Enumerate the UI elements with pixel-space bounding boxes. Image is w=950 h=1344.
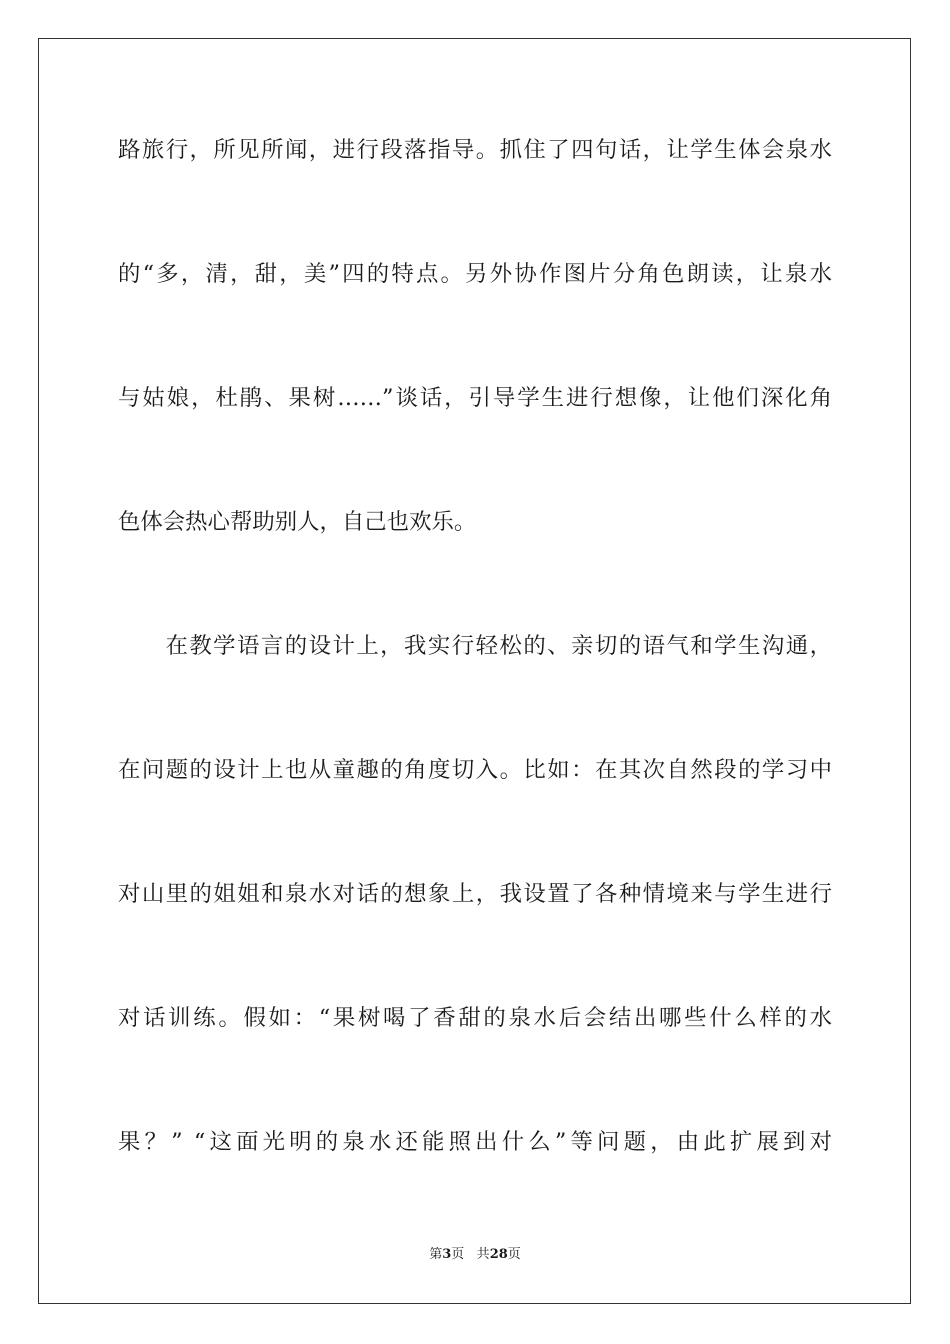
- paragraph-line-9: 果？” “这面光明的泉水还能照出什么”等问题，由此扩展到对: [118, 1129, 832, 1155]
- page-footer: [0, 1245, 950, 1265]
- footer-page-prefix: 第: [429, 1247, 443, 1262]
- paragraph-line-6: 在问题的设计上也从童趣的角度切入。比如：在其次自然段的学习中: [118, 757, 832, 783]
- page-border: [38, 38, 911, 1304]
- paragraph-line-4: 色体会热心帮助别人，自己也欢乐。: [118, 509, 477, 535]
- paragraph-line-7: 对山里的姐姐和泉水对话的想象上，我设置了各种情境来与学生进行: [118, 881, 832, 907]
- footer-page-suffix: 页: [451, 1247, 465, 1262]
- paragraph-line-5-text: 在教学语言的设计上，我实行轻松的、亲切的语气和学生沟通，: [164, 633, 832, 659]
- footer-total-suffix: 页: [507, 1247, 521, 1262]
- paragraph-line-2: 的“多，清，甜，美”四的特点。另外协作图片分角色朗读，让泉水: [118, 261, 832, 287]
- paragraph-line-8: 对话训练。假如：“果树喝了香甜的泉水后会结出哪些什么样的水: [118, 1005, 832, 1031]
- paragraph-line-5: [118, 631, 832, 661]
- footer-page-total: 28: [489, 1247, 508, 1262]
- footer-page-current: 3: [442, 1247, 452, 1262]
- footer-total-prefix: 共: [476, 1247, 490, 1262]
- paragraph-line-1: 路旅行，所见所闻，进行段落指导。抓住了四句话，让学生体会泉水: [118, 137, 832, 163]
- paragraph-line-3: 与姑娘，杜鹃、果树……”谈话，引导学生进行想像，让他们深化角: [118, 385, 832, 411]
